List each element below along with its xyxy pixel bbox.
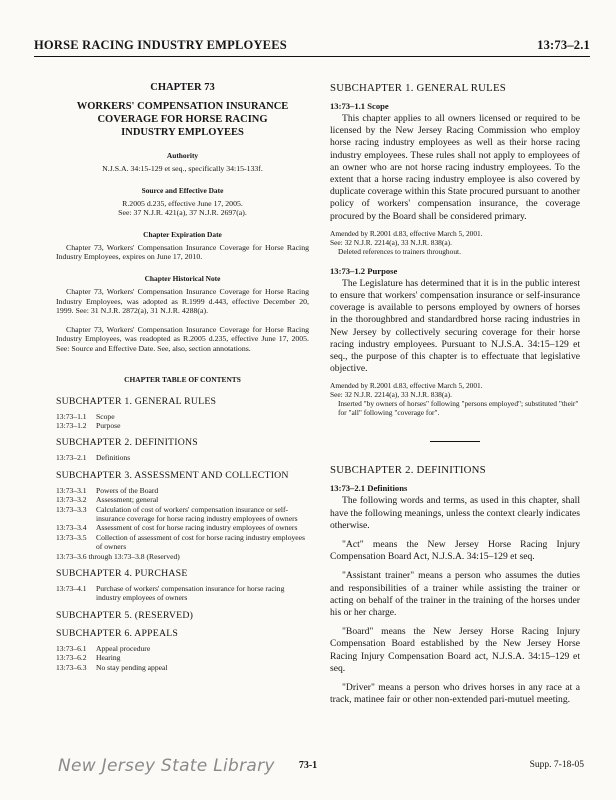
toc-entry [56,552,309,561]
toc-entry-title: Assessment; general [96,495,159,505]
toc-entry-number: 13:73–3.4 [56,523,87,533]
toc-entry [56,644,309,653]
toc-entry-title: Collection of assessment of cost for horse racing industry employees of owners [96,532,305,552]
chapter-title-line: WORKERS' COMPENSATION INSURANCE [76,101,289,112]
toc-entry [56,663,309,672]
toc-subchapter-title: SUBCHAPTER 3. ASSESSMENT AND COLLECTION [56,469,289,481]
library-stamp: New Jersey State Library [58,756,275,776]
running-header-title: HORSE RACING INDUSTRY EMPLOYEES [34,38,287,52]
toc-entry-number: 13:73–3.5 [56,532,87,542]
chapter-number: CHAPTER 73 [150,82,215,93]
table-of-contents [56,396,309,673]
amendment-note: Amended by R.2001 d.83, effective March 5, 2001. [330,381,483,391]
chapter-title-line: COVERAGE FOR HORSE RACING [97,114,268,125]
expiration-heading: Chapter Expiration Date [143,229,222,239]
section-body: The Legislature has determined that it is in the public interest to ensure that workers' compensation insurance or self-insurance coverage is available to persons employed by owners of horses in the thoroughbred and standardbred horse racing industries in New Jersey by collectively securing coverage for their horse racing industry employees. Pursuant to N.J.S.A. 34:15–129 et seq., the purpose of this chapter is to effectuate that legislative objective. [330,277,580,375]
toc-entry-number: 13:73–3.3 [56,504,87,514]
toc-subchapter-title: SUBCHAPTER 5. (RESERVED) [56,609,194,621]
toc-subchapter [56,568,309,603]
toc-entry-number: 13:73–1.1 [56,411,87,421]
toc-entry-title: Hearing [96,653,121,663]
toc-entry-title: Purchase of workers' compensation insurance for horse racing industry employees of owners [96,584,285,603]
toc-entry [56,453,309,462]
toc-entry [56,421,309,430]
toc-entry-number: 13:73–6.1 [56,643,87,653]
page-number: 73-1 [298,760,318,771]
toc-subchapter [56,470,309,561]
authority-heading: Authority [166,151,199,160]
toc-entry-title: Purpose [96,420,121,430]
subchapter-heading: SUBCHAPTER 1. GENERAL RULES [330,82,506,94]
toc-entry-title: Assessment of cost for horse racing industry employees of owners [96,523,298,533]
toc-entry-title: No stay pending appeal [96,662,168,672]
authority-text: N.J.S.A. 34:15-129 et seq., specifically 34:15-133f. [102,164,263,173]
toc-entry-title: 13:73–3.6 through 13:73–3.8 (Reserved) [56,551,180,561]
amendment-note: Amended by R.2001 d.83, effective March 5, 2001. [330,228,483,238]
amendment-note: See: 32 N.J.R. 2214(a), 33 N.J.R. 838(a). [330,390,452,400]
right-column [330,82,580,707]
toc-entry-title: Calculation of cost of workers' compensation insurance or self-insurance coverage for horse racing industry employees of owners [96,504,298,523]
toc-entry [56,584,309,603]
toc-entry [56,523,309,532]
historical-note: Chapter 73, Workers' Compensation Insurance Coverage for Horse Racing Industry Employees, was readopted as R.2005 d.235, effective June 17, 2005. See: Source and Effective Date. See, also, section annotations. [56,324,309,353]
toc-entry-number: 13:73–4.1 [56,584,87,593]
toc-entry-number: 13:73–6.2 [56,653,87,663]
running-header-section: 13:73–2.1 [537,38,590,52]
toc-subchapter-title: SUBCHAPTER 2. DEFINITIONS [56,437,198,449]
section-body: The following words and terms, as used in this chapter, shall have the following meanings, unless the context clearly indicates otherwise. [330,495,580,531]
chapter-title-line: INDUSTRY EMPLOYEES [121,127,244,138]
toc-entry-number: 13:73–2.1 [56,453,87,463]
toc-subchapter-title: SUBCHAPTER 4. PURCHASE [56,568,188,579]
toc-entry-number: 13:73–1.2 [56,420,87,430]
definition: "Act" means the New Jersey Horse Racing Injury Compensation Board Act, N.J.S.A. 34:15–129 et seq. [330,539,580,563]
toc-entry [56,486,309,495]
toc-entry [56,533,309,552]
toc-entry [56,653,309,662]
section-heading: 13:73–2.1 Definitions [330,483,408,494]
toc-entry-number: 13:73–3.2 [56,495,87,505]
toc-subchapter-title: SUBCHAPTER 1. GENERAL RULES [56,395,217,407]
source-heading: Source and Effective Date [141,185,224,195]
toc-subchapter [56,628,309,672]
definition: "Board" means the New Jersey Horse Racing Injury Compensation Board established by the New Jersey Horse Racing Injury Compensation Board act, N.J.S.A. 34:15–129 et seq. [330,626,580,674]
section-heading: 13:73–1.1 Scope [330,101,389,111]
toc-entry-number: 13:73–3.1 [56,485,87,495]
section-heading: 13:73–1.2 Purpose [330,265,398,276]
toc-subchapter-title: SUBCHAPTER 6. APPEALS [56,627,179,639]
toc-entry-title: Scope [96,411,115,421]
historical-note: Chapter 73, Workers' Compensation Insurance Coverage for Horse Racing Industry Employees, was adopted as R.1999 d.443, effective December 20, 1999. See: 31 N.J.R. 2872(a), 31 N.J.R. 4288(a). [56,286,309,316]
toc-entry [56,505,309,524]
section-divider [430,441,480,442]
historical-heading: Chapter Historical Note [144,273,221,283]
definition: "Assistant trainer" means a person who assumes the duties and responsibilities of a trainer while assisting the trainer or acting on behalf of the trainer in the training of the horses under his or her charge. [330,570,580,619]
left-column [56,82,309,679]
section-body: This chapter applies to all owners licensed or required to be licensed by the New Jersey Racing Commission who employ horse racing industry employees as well as their horse racing industry employees. These rules shall not apply to employees of an owner who are not horse racing industry employees. To the extent that a horse racing industry employee is also covered by duplicate coverage within this State procured pursuant to another policy of workers' compensation insurance, the coverage procured by the Board shall be considered primary. [330,113,580,222]
toc-entry-number: 13:73–6.3 [56,662,87,672]
amendment-note: Deleted references to trainers throughout. [338,246,461,256]
toc-subchapter [56,396,309,431]
supplement-date: Supp. 7-18-05 [529,760,584,770]
toc-heading: CHAPTER TABLE OF CONTENTS [124,374,241,384]
amendment-note: See: 32 N.J.R. 2214(a), 33 N.J.R. 838(a). [330,237,452,247]
subchapter-heading: SUBCHAPTER 2. DEFINITIONS [330,464,486,477]
running-header [34,36,590,57]
toc-entry-title: Powers of the Board [96,485,159,495]
source-line: See: 37 N.J.R. 421(a), 37 N.J.R. 2697(a). [118,208,247,218]
toc-subchapter [56,610,309,621]
source-line: R.2005 d.235, effective June 17, 2005. [122,198,243,208]
amendment-note: Inserted "by owners of horses" following "persons employed"; substituted "their" for "all" following "coverage for". [338,399,579,418]
definition: "Driver" means a person who drives horses in any race at a track, matinee fair or other non-extended pari-mutuel meeting. [330,682,580,706]
toc-subchapter [56,437,309,462]
expiration-text: Chapter 73, Workers' Compensation Insurance Coverage for Horse Racing Industry Employees, expires on June 17, 2010. [56,242,309,262]
toc-entry-title: Definitions [96,453,131,463]
chapter-title [56,100,309,139]
toc-entry-title: Appeal procedure [96,643,151,653]
toc-entry [56,412,309,421]
toc-entry [56,495,309,504]
